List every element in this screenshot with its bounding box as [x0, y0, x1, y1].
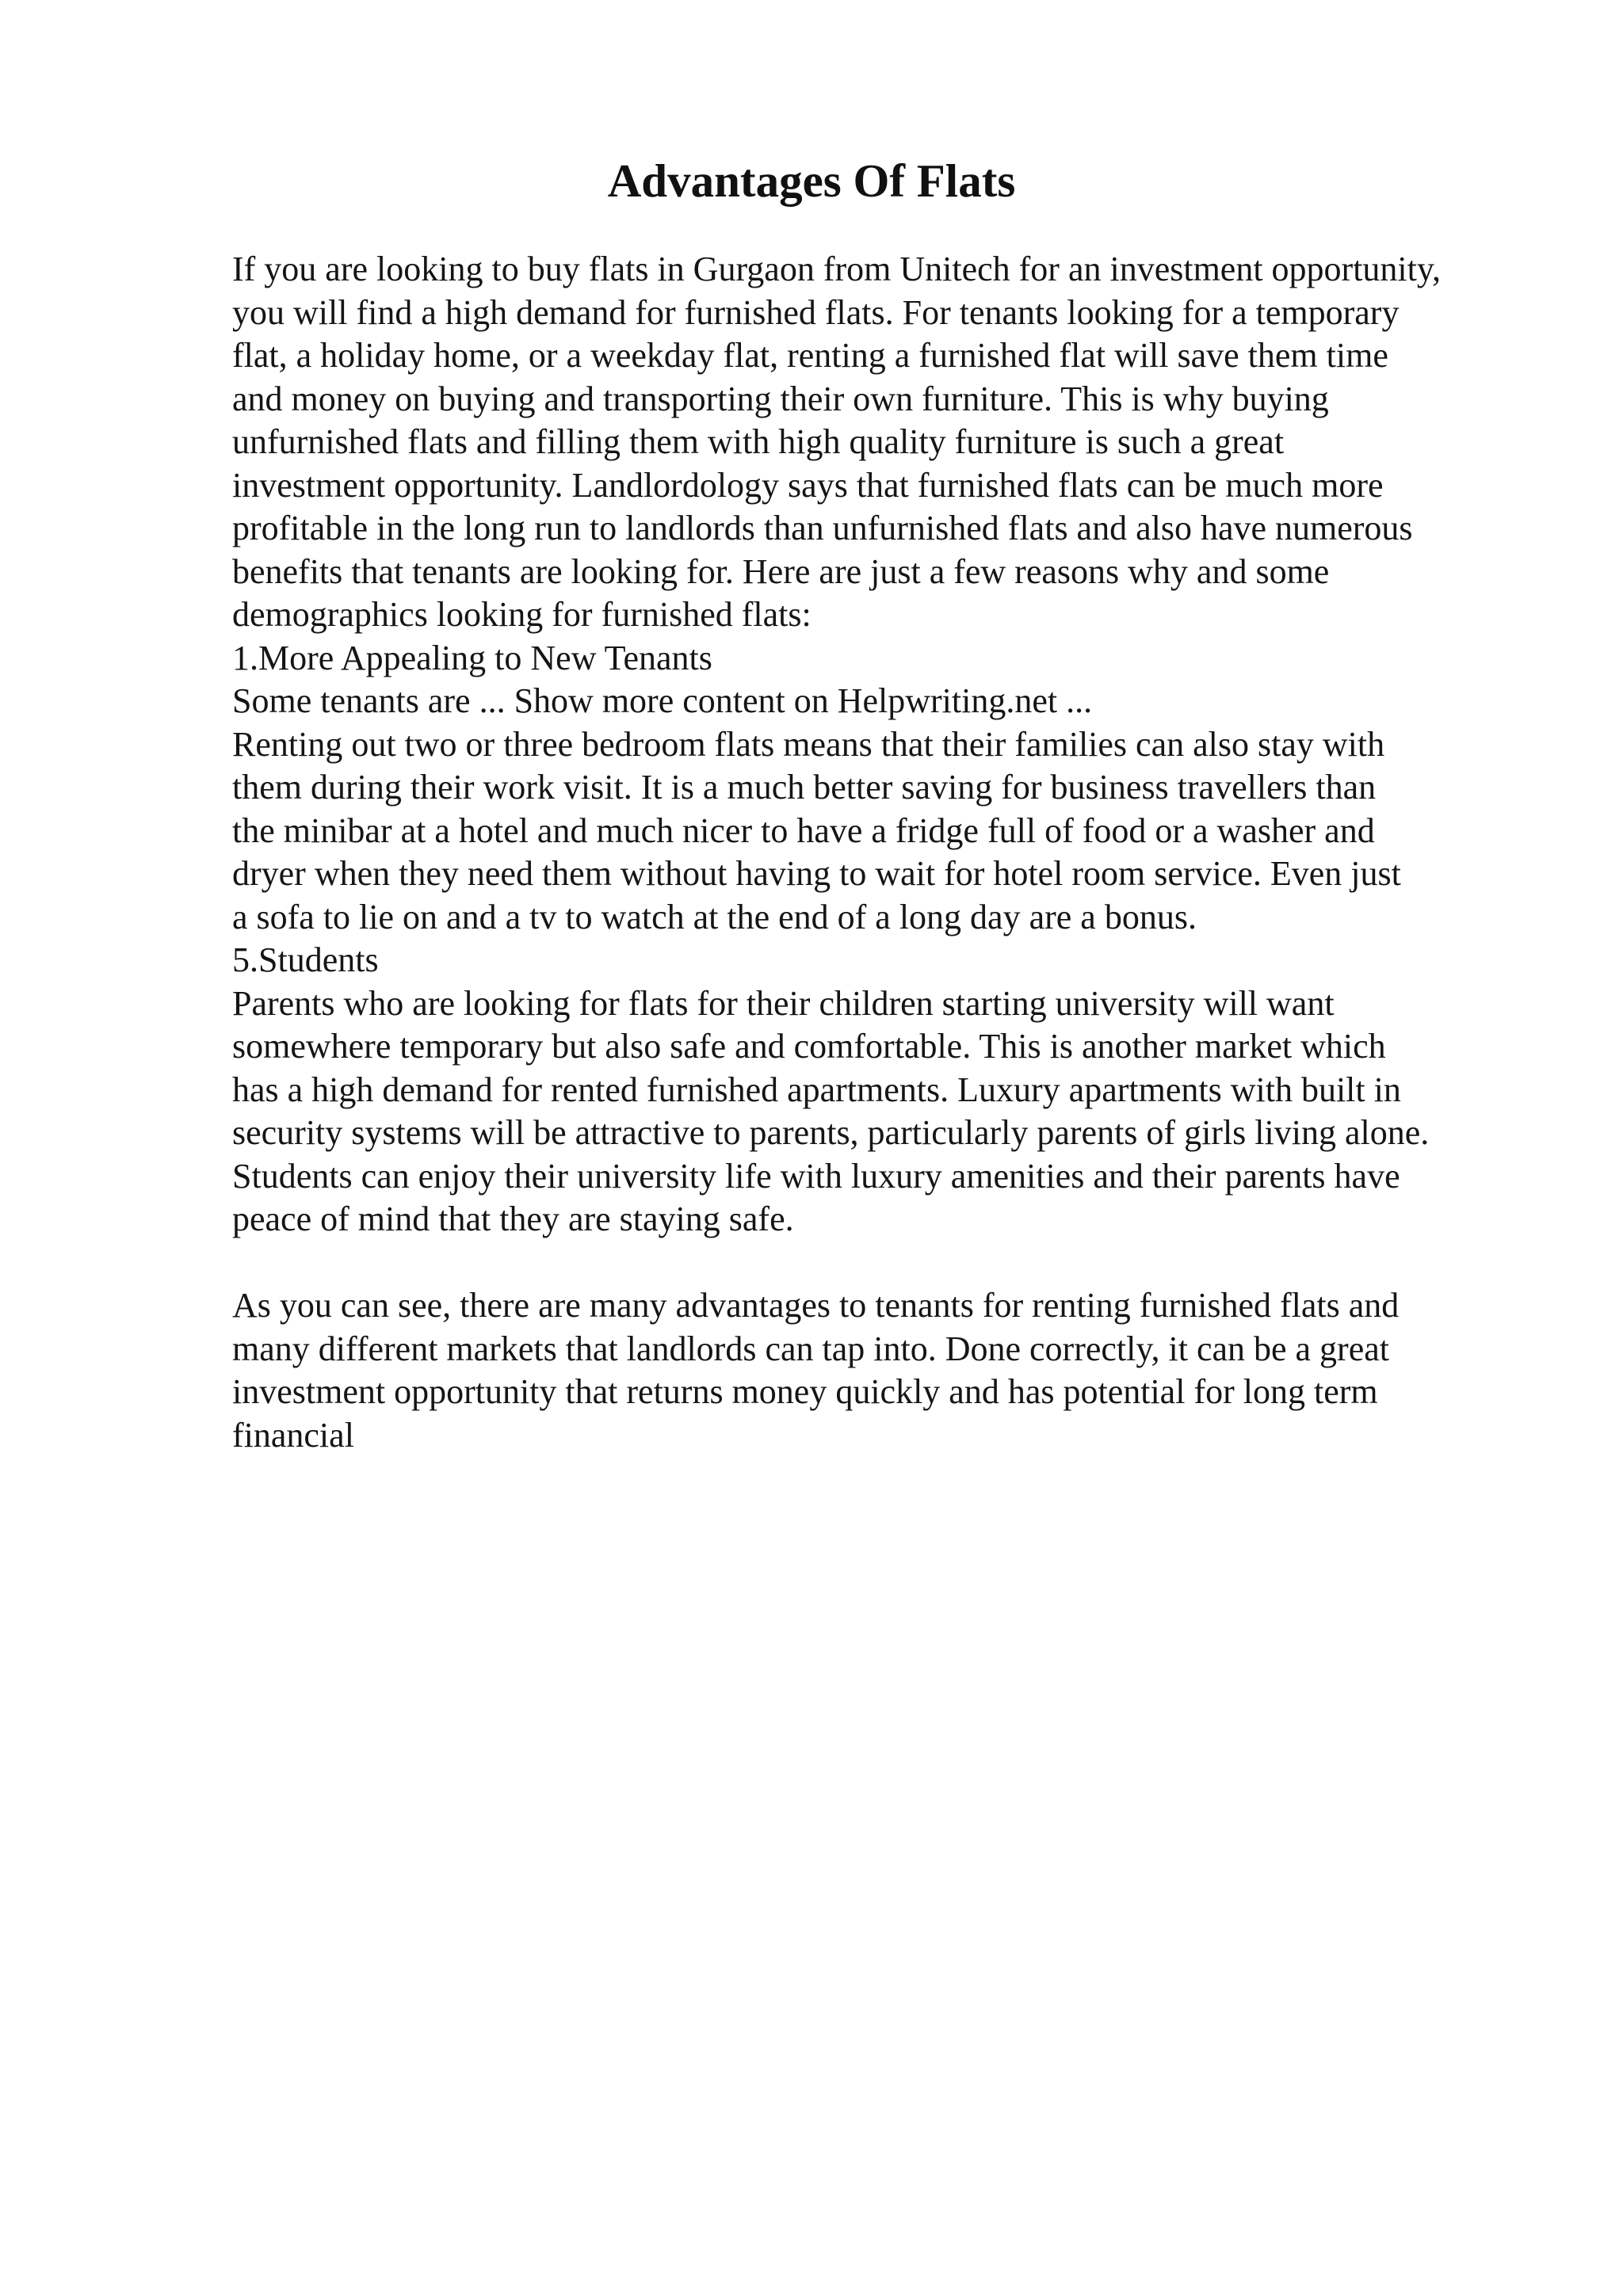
text-line: dryer when they need them without having to wait for hotel room service. Even just	[232, 854, 1401, 893]
business-travellers-paragraph	[232, 723, 1548, 940]
text-line: demographics looking for furnished flats:	[232, 595, 812, 634]
text-line: Students can enjoy their university life with luxury amenities and their parents have	[232, 1156, 1400, 1196]
text-line: flat, a holiday home, or a weekday flat, renting a furnished flat will save them time	[232, 336, 1388, 375]
section-heading: 1.More Appealing to New Tenants	[232, 638, 712, 677]
text-line: financial	[232, 1415, 354, 1455]
text-line: If you are looking to buy flats in Gurgaon from Unitech for an investment opportunity,	[232, 250, 1442, 288]
document-title: Advantages Of Flats	[607, 154, 1016, 207]
text-line: As you can see, there are many advantages to tenants for renting furnished flats and	[232, 1286, 1400, 1325]
text-line: peace of mind that they are staying safe.	[232, 1199, 794, 1238]
text-line: benefits that tenants are looking for. Here are just a few reasons why and some	[232, 551, 1330, 591]
text-line: and money on buying and transporting their own furniture. This is why buying	[232, 379, 1329, 418]
teaser-line: Some tenants are ... Show more content on Helpwriting.net ...	[232, 681, 1093, 720]
text-line: profitable in the long run to landlords than unfurnished flats and also have numerous	[232, 509, 1413, 547]
students-paragraph	[232, 982, 1548, 1241]
intro-paragraph	[232, 248, 1548, 637]
text-line: somewhere temporary but also safe and comfortable. This is another market which	[232, 1027, 1386, 1066]
section-heading: 5.Students	[232, 940, 379, 979]
text-line: many different markets that landlords can tap into. Done correctly, it can be a great	[232, 1329, 1389, 1368]
text-line: Renting out two or three bedroom flats means that their families can also stay with	[232, 724, 1385, 764]
text-line: unfurnished flats and filling them with high quality furniture is such a great	[232, 422, 1285, 461]
conclusion-paragraph	[232, 1284, 1548, 1457]
text-line: has a high demand for rented furnished apartments. Luxury apartments with built in	[232, 1070, 1401, 1109]
text-line: investment opportunity. Landlordology says that furnished flats can be much more	[232, 465, 1384, 505]
text-line: the minibar at a hotel and much nicer to have a fridge full of food or a washer and	[232, 810, 1375, 850]
text-line: a sofa to lie on and a tv to watch at the end of a long day are a bonus.	[232, 897, 1197, 936]
text-line: investment opportunity that returns money quickly and has potential for long term	[232, 1372, 1378, 1411]
paragraph-spacer	[232, 1241, 1548, 1285]
text-line: Parents who are looking for flats for their children starting university will want	[232, 983, 1335, 1023]
text-line: security systems will be attractive to parents, particularly parents of girls living alone.	[232, 1113, 1430, 1152]
text-line: them during their work visit. It is a much better saving for business travellers than	[232, 768, 1377, 807]
document-body	[232, 248, 1548, 1457]
text-line: you will find a high demand for furnished flats. For tenants looking for a temporary	[232, 292, 1400, 332]
